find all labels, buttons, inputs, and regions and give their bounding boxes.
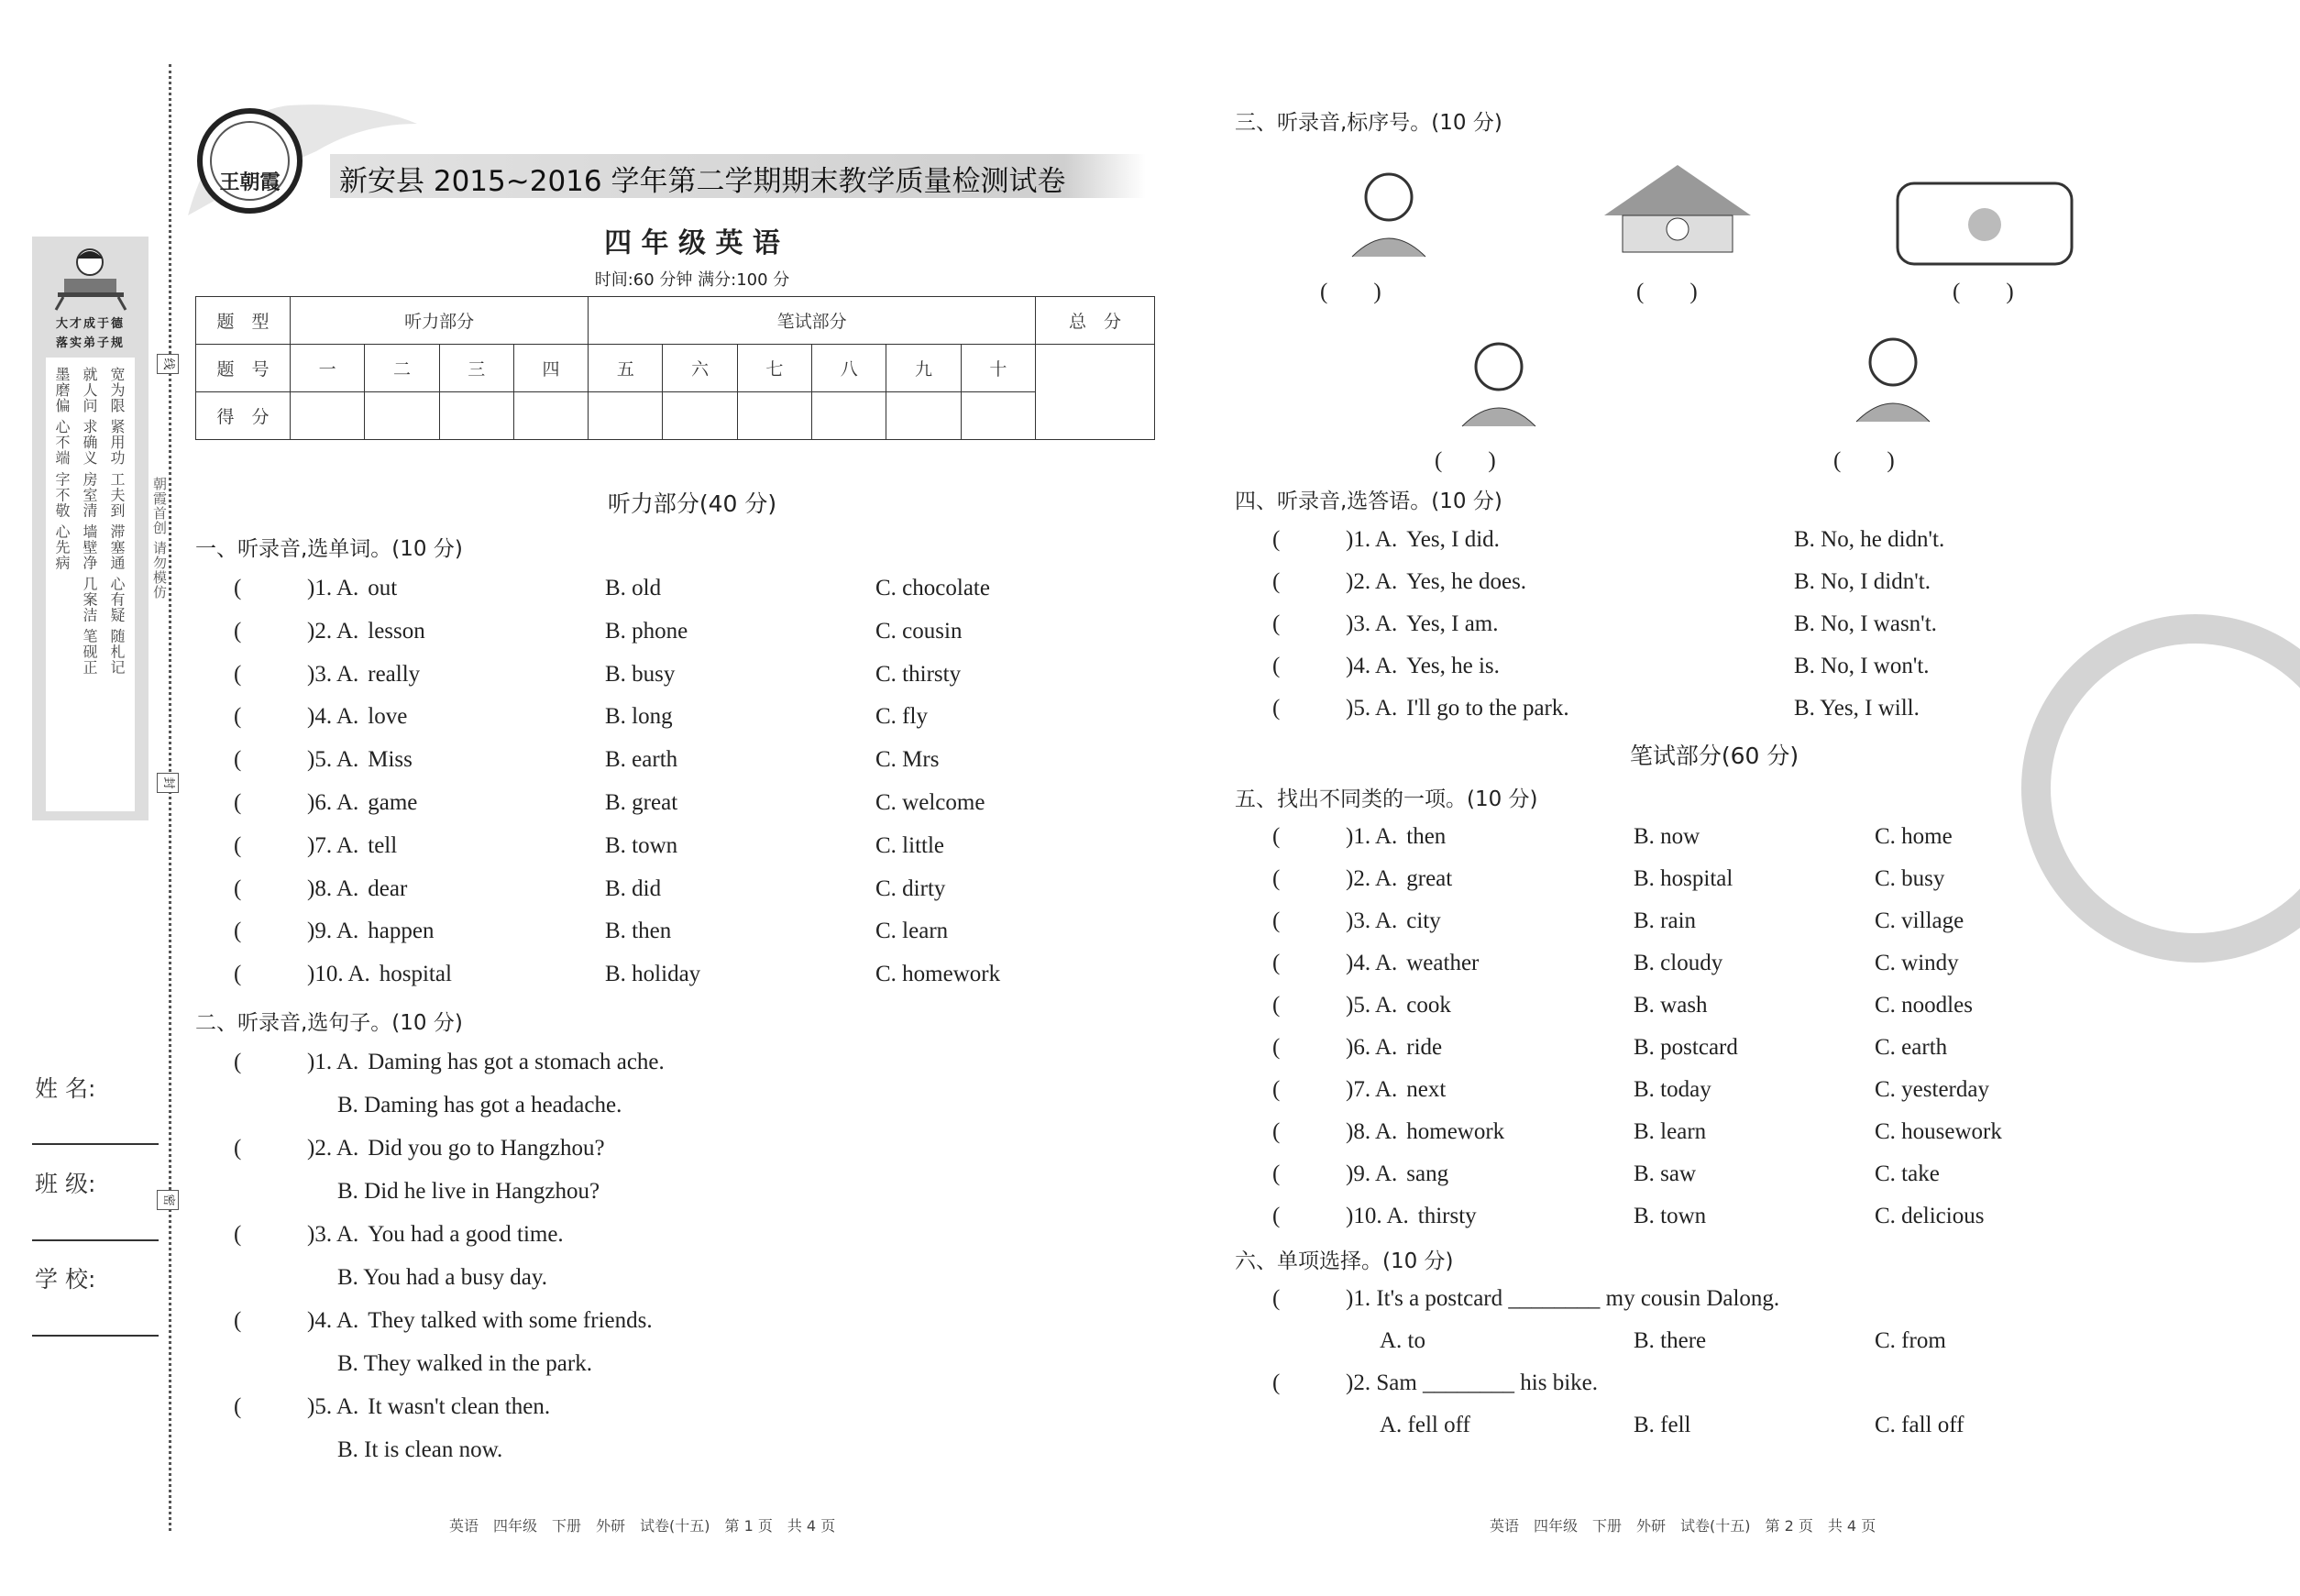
option-a: lesson: [368, 618, 425, 644]
answer-blank[interactable]: (: [234, 1050, 242, 1074]
question-row: [234, 790, 417, 816]
option-b: B. now: [1634, 824, 1700, 849]
section-6-title: 六、单项选择。(10 分): [1235, 1249, 1454, 1273]
question-number: )2. A.: [307, 618, 359, 644]
score-cell[interactable]: [589, 392, 663, 440]
bird-picture-icon: [1297, 156, 1480, 266]
school-label: 学 校:: [35, 1266, 96, 1293]
option-b: B. You had a busy day.: [337, 1265, 547, 1290]
name-label: 姓 名:: [35, 1075, 96, 1102]
question-row: [1272, 1077, 1446, 1103]
question-number-cell: 四: [513, 345, 588, 392]
option-c: C. earth: [1875, 1035, 1948, 1060]
answer-blank[interactable]: (: [234, 919, 242, 944]
question-number: )9. A.: [1346, 1161, 1398, 1186]
section-5-title: 五、找出不同类的一项。(10 分): [1235, 787, 1538, 811]
option-c: C. thirsty: [875, 661, 962, 687]
motto-text-panel: [46, 358, 135, 811]
section-3-title: 三、听录音,标序号。(10 分): [1235, 111, 1502, 135]
question-row: [1272, 824, 1446, 850]
option-a: tell: [368, 832, 398, 858]
option-a: A. fell off: [1380, 1413, 1470, 1437]
option-b: B. cloudy: [1634, 951, 1723, 975]
section-4-title: 四、听录音,选答语。(10 分): [1235, 490, 1502, 513]
score-cell[interactable]: [365, 392, 439, 440]
option-a: happen: [368, 919, 435, 944]
option-c: C. Mrs: [875, 747, 940, 773]
option-a: I'll go to the park.: [1406, 696, 1569, 721]
question-number: )3. A.: [307, 661, 359, 687]
option-c: C. fly: [875, 704, 928, 730]
question-row: [1272, 1035, 1442, 1061]
cell-writing: 笔试部分: [589, 297, 1036, 345]
question-number: )4. A.: [1346, 654, 1398, 678]
option-a: weather: [1406, 951, 1480, 975]
motto-line-2: 落实弟子规: [55, 336, 125, 350]
picture-answer-blank[interactable]: ( ): [1435, 448, 1496, 473]
question-row: [1272, 569, 1526, 595]
question-number: )4. A.: [307, 704, 359, 730]
answer-blank[interactable]: (: [234, 576, 242, 600]
option-b: B. postcard: [1634, 1035, 1738, 1060]
option-b: B. hospital: [1634, 866, 1733, 891]
question-number: )6. A.: [1346, 1035, 1398, 1060]
answer-blank[interactable]: (: [1272, 1286, 1281, 1311]
exam-subtitle: 四 年 级 英 语: [604, 227, 780, 259]
question-row: [234, 576, 397, 601]
option-a: It wasn't clean then.: [368, 1394, 551, 1419]
cell-type-label: 题 型: [196, 297, 291, 345]
question-number-cell: 三: [439, 345, 513, 392]
section-1-title: 一、听录音,选单词。(10 分): [195, 537, 463, 561]
question-number-cell: 二: [365, 345, 439, 392]
question-number: )8. A.: [307, 875, 359, 901]
option-a: They talked with some friends.: [368, 1308, 653, 1333]
option-a: dear: [368, 875, 408, 901]
score-cell[interactable]: [291, 392, 365, 440]
seal-xian: 线: [157, 354, 179, 374]
motto-sidebar: [32, 237, 149, 820]
classroom-picture-icon: [1407, 325, 1590, 435]
option-b: B. phone: [605, 618, 688, 644]
question-number: )5. A.: [307, 1394, 359, 1419]
question-number: )7. A.: [1346, 1077, 1398, 1102]
question-row: [1272, 1370, 1598, 1396]
question-row: [1272, 527, 1500, 553]
option-b: B. long: [605, 704, 673, 730]
option-c: C. village: [1875, 908, 1964, 933]
score-cell[interactable]: [812, 392, 886, 440]
option-c: C. home: [1875, 824, 1953, 849]
question-number-cell: 五: [589, 345, 663, 392]
option-c: C. dirty: [875, 875, 946, 901]
question-row: [234, 1394, 550, 1420]
exam-time-info: 时间:60 分钟 满分:100 分: [594, 270, 790, 290]
question-number: )1. A.: [1346, 824, 1398, 849]
question-row: [234, 1050, 665, 1075]
question-number: )6. A.: [307, 790, 359, 815]
option-a: Yes, I am.: [1406, 611, 1499, 636]
option-c: C. fall off: [1875, 1413, 1964, 1437]
answer-blank[interactable]: (: [1272, 908, 1281, 933]
option-b: B. No, I wasn't.: [1794, 611, 1937, 636]
option-a: city: [1406, 908, 1441, 933]
question-number: )4. A.: [307, 1308, 359, 1333]
score-cell[interactable]: [886, 392, 961, 440]
option-b: B. rain: [1634, 908, 1697, 933]
class-label: 班 级:: [35, 1171, 96, 1197]
score-table: [195, 296, 1155, 440]
name-field[interactable]: [32, 1143, 159, 1145]
option-a: then: [1406, 824, 1447, 849]
question-row: [234, 1222, 564, 1248]
answer-blank[interactable]: (: [234, 1136, 242, 1161]
option-b: B. then: [605, 919, 672, 944]
option-b: B. fell: [1634, 1413, 1691, 1437]
question-row: [1272, 1286, 1779, 1312]
publisher-logo: [197, 108, 303, 214]
question-row: [1272, 866, 1452, 892]
answer-blank[interactable]: (: [234, 832, 242, 858]
seal-mi: 密: [157, 1190, 179, 1210]
option-a: hospital: [379, 962, 452, 987]
question-row: [234, 704, 407, 730]
question-number: )1. A.: [1346, 527, 1398, 552]
score-cell[interactable]: [439, 392, 513, 440]
picture-answer-blank[interactable]: ( ): [1833, 448, 1895, 473]
option-b: B. Yes, I will.: [1794, 696, 1920, 721]
question-row: [1272, 951, 1479, 976]
question-text: )1. It's a postcard ________ my cousin Dalong.: [1346, 1286, 1780, 1311]
question-number: )10. A.: [307, 962, 370, 987]
option-a: great: [1406, 866, 1453, 891]
question-number-cell: 九: [886, 345, 961, 392]
answer-blank[interactable]: (: [1272, 1077, 1281, 1102]
question-number-cell: 七: [737, 345, 811, 392]
option-a: Daming has got a stomach ache.: [368, 1050, 665, 1074]
option-b: B. saw: [1634, 1161, 1697, 1186]
answer-blank[interactable]: (: [1272, 527, 1281, 552]
answer-blank[interactable]: (: [234, 747, 242, 773]
logo-text: 王朝霞: [219, 171, 281, 194]
option-b: B. No, he didn't.: [1794, 527, 1945, 552]
question-row: [234, 662, 420, 688]
option-b: B. earth: [605, 747, 678, 773]
option-a: A. to: [1380, 1328, 1425, 1353]
answer-blank[interactable]: (: [1272, 569, 1281, 594]
question-row: [234, 619, 425, 644]
option-a: Miss: [368, 747, 413, 773]
option-b: B. today: [1634, 1077, 1711, 1102]
answer-blank[interactable]: (: [1272, 696, 1281, 721]
option-b: B. did: [605, 875, 662, 901]
question-number: )1. A.: [307, 576, 359, 600]
total-score-field[interactable]: [1036, 345, 1155, 440]
answer-blank[interactable]: (: [1272, 1035, 1281, 1060]
boy-thinking-picture-icon: [1801, 321, 1985, 431]
option-a: Yes, I did.: [1406, 527, 1500, 552]
answer-blank[interactable]: (: [1272, 866, 1281, 891]
option-a: really: [368, 661, 421, 687]
question-row: [234, 1308, 653, 1334]
question-row: [1272, 1161, 1448, 1187]
exam-title: 新安县 2015~2016 学年第二学期期末教学质量检测试卷: [339, 165, 1066, 198]
question-number: )2. A.: [1346, 866, 1398, 891]
option-c: C. chocolate: [875, 576, 990, 600]
wind-picture-icon: [1893, 179, 2076, 289]
question-row: [1272, 696, 1569, 721]
question-row: [1272, 654, 1500, 679]
question-row: [234, 1136, 605, 1161]
question-number: )2. A.: [1346, 569, 1398, 594]
option-b: B. holiday: [605, 962, 701, 987]
score-cell[interactable]: [513, 392, 588, 440]
question-number: )4. A.: [1346, 951, 1398, 975]
confidential-watermark: [2021, 614, 2300, 963]
question-number: )9. A.: [307, 919, 359, 944]
score-cell[interactable]: [961, 392, 1035, 440]
option-b: B. great: [605, 790, 678, 815]
motto-column: 就人问 求确义 房室清 墙壁净 几案洁 笔砚正: [81, 367, 98, 676]
answer-blank[interactable]: (: [234, 618, 242, 644]
option-c: C. welcome: [875, 790, 985, 815]
question-row: [1272, 993, 1451, 1018]
option-b: B. busy: [605, 661, 676, 687]
question-number: )5. A.: [1346, 696, 1398, 721]
option-c: C. from: [1875, 1328, 1946, 1353]
question-number: )5. A.: [307, 747, 359, 773]
question-row: [234, 833, 397, 859]
option-c: C. homework: [875, 962, 1001, 987]
option-a: Yes, he does.: [1406, 569, 1527, 594]
option-b: B. there: [1634, 1328, 1707, 1353]
option-a: sang: [1406, 1161, 1449, 1186]
answer-blank[interactable]: (: [234, 790, 242, 815]
question-row: [1272, 908, 1441, 934]
motto-column: 墨磨偏 心不端 字不敬 心先病: [53, 367, 71, 571]
cell-total: 总 分: [1036, 297, 1155, 345]
answer-blank[interactable]: (: [1272, 824, 1281, 849]
cell-listening: 听力部分: [291, 297, 589, 345]
question-number: )3. A.: [1346, 908, 1398, 933]
option-c: C. learn: [875, 919, 949, 944]
option-c: C. little: [875, 832, 944, 858]
answer-blank[interactable]: (: [1272, 1161, 1281, 1186]
answer-blank[interactable]: (: [1272, 611, 1281, 636]
section-2-title: 二、听录音,选句子。(10 分): [195, 1011, 463, 1035]
answer-blank[interactable]: (: [1272, 1370, 1281, 1395]
question-row: [1272, 1204, 1477, 1229]
option-c: C. delicious: [1875, 1204, 1985, 1228]
question-number: )5. A.: [1346, 993, 1398, 1018]
option-a: Did you go to Hangzhou?: [368, 1136, 605, 1161]
seal-feng: 封: [157, 773, 179, 793]
question-number: )7. A.: [307, 832, 359, 858]
option-c: C. busy: [1875, 866, 1945, 891]
footer-left: 英语 四年级 下册 外研 试卷(十五) 第 1 页 共 4 页: [449, 1517, 836, 1535]
question-number: )3. A.: [307, 1222, 359, 1247]
question-number: )3. A.: [1346, 611, 1398, 636]
question-number-cell: 八: [812, 345, 886, 392]
option-b: B. It is clean now.: [337, 1437, 503, 1462]
option-b: B. No, I didn't.: [1794, 569, 1931, 594]
question-row: [234, 876, 407, 902]
question-row: [1272, 1119, 1504, 1145]
answer-blank[interactable]: (: [1272, 993, 1281, 1018]
cell-score-label: 得 分: [196, 392, 291, 440]
option-a: thirsty: [1417, 1204, 1477, 1228]
question-number: )2. A.: [307, 1136, 359, 1161]
motto-column: 宽为限 紧用功 工夫到 滞塞通 心有疑 随札记: [108, 367, 126, 676]
answer-blank[interactable]: (: [234, 1308, 242, 1333]
option-a: next: [1406, 1077, 1447, 1102]
footer-right: 英语 四年级 下册 外研 试卷(十五) 第 2 页 共 4 页: [1490, 1517, 1876, 1535]
question-row: [234, 962, 452, 987]
option-a: cook: [1406, 993, 1451, 1018]
option-a: Yes, he is.: [1406, 654, 1500, 678]
question-number: )8. A.: [1346, 1119, 1398, 1144]
house-picture-icon: [1586, 151, 1769, 261]
answer-blank[interactable]: (: [234, 1394, 242, 1419]
option-b: B. Daming has got a headache.: [337, 1093, 622, 1117]
question-row: [1272, 611, 1499, 637]
question-number: )10. A.: [1346, 1204, 1409, 1228]
listening-heading: 听力部分(40 分): [607, 490, 777, 517]
question-number: )1. A.: [307, 1050, 359, 1074]
option-b: B. old: [605, 576, 662, 600]
picture-answer-blank[interactable]: ( ): [1320, 280, 1381, 304]
option-a: out: [368, 576, 398, 600]
question-row: [234, 919, 434, 944]
option-a: You had a good time.: [368, 1222, 564, 1247]
option-b: B. They walked in the park.: [337, 1351, 592, 1376]
question-row: [234, 747, 413, 773]
option-b: B. town: [1634, 1204, 1707, 1228]
class-field[interactable]: [32, 1239, 159, 1241]
answer-blank[interactable]: (: [1272, 1204, 1281, 1228]
option-c: C. take: [1875, 1161, 1940, 1186]
question-number-cell: 一: [291, 345, 365, 392]
option-c: C. cousin: [875, 618, 963, 644]
answer-blank[interactable]: (: [234, 875, 242, 901]
option-c: C. yesterday: [1875, 1077, 1989, 1102]
motto-line-1: 大才成于德: [55, 317, 125, 331]
option-a: game: [368, 790, 418, 815]
option-c: C. housework: [1875, 1119, 2002, 1144]
answer-blank[interactable]: (: [1272, 951, 1281, 975]
question-text: )2. Sam ________ his bike.: [1346, 1370, 1598, 1395]
question-number-cell: 十: [961, 345, 1035, 392]
school-field[interactable]: [32, 1335, 159, 1337]
writing-heading: 笔试部分(60 分): [1629, 743, 1799, 769]
option-b: B. learn: [1634, 1119, 1707, 1144]
option-a: love: [368, 704, 408, 730]
option-b: B. No, I won't.: [1794, 654, 1930, 678]
copyright-notice: 朝霞首创 请勿模仿: [151, 477, 168, 600]
answer-blank[interactable]: (: [1272, 1119, 1281, 1144]
cell-number-label: 题 号: [196, 345, 291, 392]
answer-blank[interactable]: (: [234, 1222, 242, 1247]
score-cell[interactable]: [663, 392, 737, 440]
answer-blank[interactable]: (: [234, 661, 242, 687]
answer-blank[interactable]: (: [234, 962, 242, 987]
score-cell[interactable]: [737, 392, 811, 440]
answer-blank[interactable]: (: [234, 704, 242, 730]
option-b: B. wash: [1634, 993, 1708, 1018]
option-c: C. windy: [1875, 951, 1959, 975]
option-b: B. Did he live in Hangzhou?: [337, 1179, 600, 1204]
option-a: ride: [1406, 1035, 1443, 1060]
option-c: C. noodles: [1875, 993, 1973, 1018]
option-b: B. town: [605, 832, 678, 858]
option-a: homework: [1406, 1119, 1505, 1144]
answer-blank[interactable]: (: [1272, 654, 1281, 678]
picture-answer-blank[interactable]: ( ): [1953, 280, 2014, 304]
picture-answer-blank[interactable]: ( ): [1636, 280, 1698, 304]
question-number-cell: 六: [663, 345, 737, 392]
